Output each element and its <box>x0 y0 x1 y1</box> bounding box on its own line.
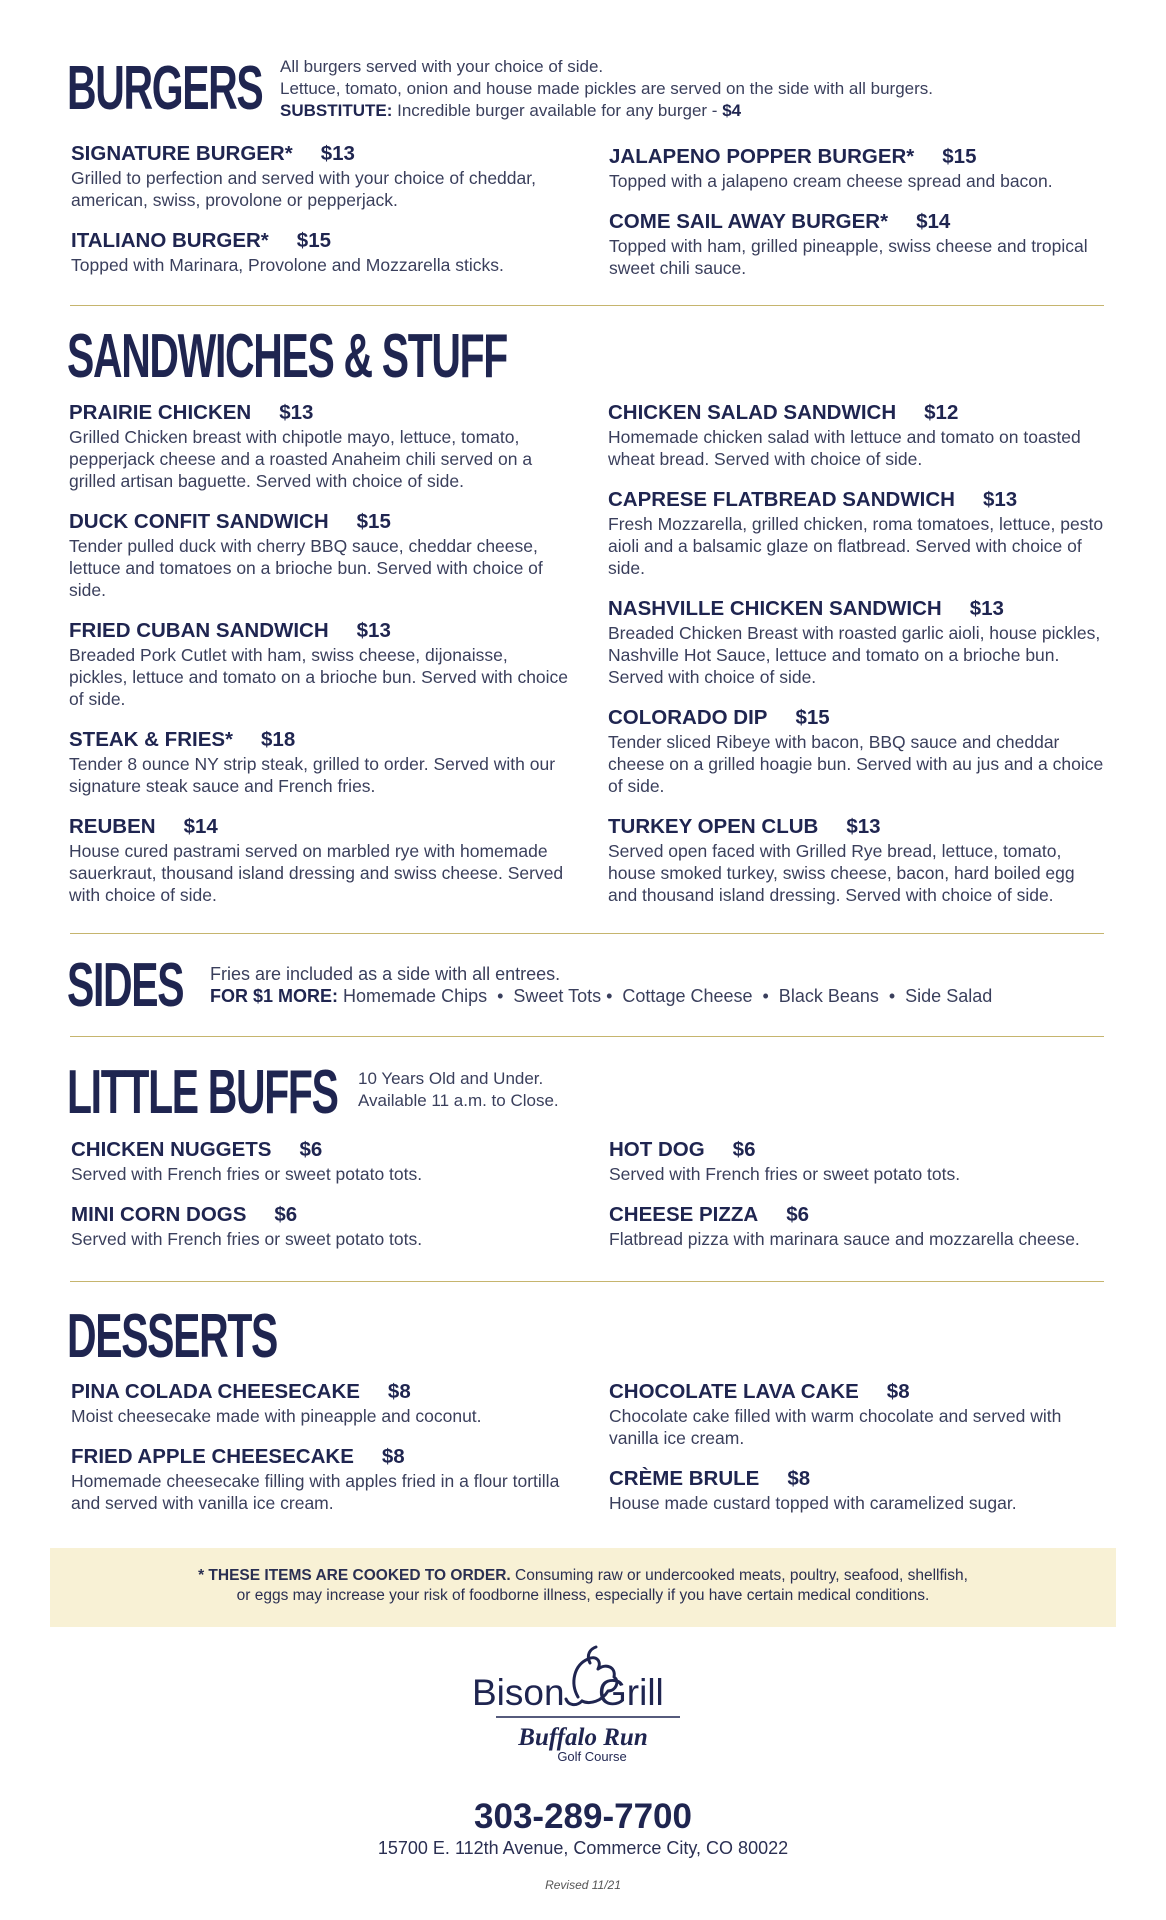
menu-item <box>71 1380 571 1427</box>
menu-item-price: $15 <box>356 510 391 533</box>
menu-item-description: Homemade cheesecake filling with apples fried in a flour tortilla and served with vanilla ice cream. <box>71 1471 560 1513</box>
little-buffs-intro-line2: Available 11 a.m. to Close. <box>358 1091 559 1110</box>
menu-item-name: REUBEN <box>69 815 156 838</box>
burgers-intro <box>280 56 1100 122</box>
sides-info <box>210 963 1090 1007</box>
menu-item-price: $13 <box>279 401 314 424</box>
menu-item-heading <box>609 1138 1109 1162</box>
menu-item-heading <box>608 815 1108 839</box>
menu-item <box>609 210 1109 279</box>
section-divider <box>70 1281 1104 1282</box>
menu-item-price: $13 <box>969 597 1004 620</box>
menu-item-heading <box>69 619 569 643</box>
menu-item-description: Served with French fries or sweet potato tots. <box>71 1164 423 1184</box>
burgers-title: BURGERS <box>67 54 263 123</box>
burgers-intro-line1: All burgers served with your choice of side. <box>280 57 604 76</box>
menu-item <box>71 1203 571 1250</box>
menu-item-name: CRÈME BRULE <box>609 1467 760 1490</box>
sides-line1: Fries are included as a side with all entrees. <box>210 964 561 984</box>
menu-item-price: $18 <box>261 728 296 751</box>
menu-item-price: $15 <box>795 706 830 729</box>
menu-item <box>71 142 571 211</box>
menu-item-price: $14 <box>916 210 951 233</box>
desserts-title: DESSERTS <box>67 1302 278 1371</box>
menu-item-description: Homemade chicken salad with lettuce and tomato on toasted wheat bread. Served with choice of side. <box>608 427 1081 469</box>
menu-item-description: Served with French fries or sweet potato tots. <box>71 1229 423 1249</box>
menu-item-name: FRIED CUBAN SANDWICH <box>69 619 329 642</box>
desserts-right-column <box>609 1380 1109 1532</box>
menu-item-description: House made custard topped with caramelized sugar. <box>609 1493 1017 1513</box>
menu-item-price: $8 <box>787 1467 811 1490</box>
logo-word-grill: Grill <box>598 1672 664 1713</box>
menu-item-name: CHICKEN NUGGETS <box>71 1138 272 1161</box>
menu-item-heading <box>609 145 1109 169</box>
menu-item-heading <box>71 1203 571 1227</box>
menu-item-heading <box>609 210 1109 234</box>
menu-item-heading <box>608 488 1108 512</box>
little-buffs-right-column <box>609 1138 1109 1268</box>
menu-item <box>609 145 1109 192</box>
menu-item-name: NASHVILLE CHICKEN SANDWICH <box>608 597 942 620</box>
menu-item <box>71 229 571 276</box>
sandwiches-right-column <box>608 401 1108 924</box>
little-buffs-title: LITTLE BUFFS <box>67 1058 338 1127</box>
substitute-text: Incredible burger available for any burger - <box>392 101 723 120</box>
menu-item <box>608 488 1108 579</box>
burgers-right-column <box>609 145 1109 297</box>
notice-line2: or eggs may increase your risk of foodborne illness, especially if you have certain medical conditions. <box>236 1587 930 1604</box>
food-safety-notice <box>50 1548 1116 1627</box>
menu-item-description: Tender 8 ounce NY strip steak, grilled to order. Served with our signature steak sauce and French fries. <box>69 754 556 796</box>
menu-item-price: $13 <box>982 488 1018 511</box>
burgers-substitute <box>280 100 1100 122</box>
menu-item-price: $12 <box>924 401 959 424</box>
menu-item-description: Fresh Mozzarella, grilled chicken, roma tomatoes, lettuce, pesto aioli and a balsamic glaze on flatbread. Served with choice of side. <box>608 514 1104 578</box>
notice-bold: * THESE ITEMS ARE COOKED TO ORDER. <box>198 1567 511 1584</box>
menu-item-description: Topped with a jalapeno cream cheese spread and bacon. <box>609 171 1053 191</box>
menu-item-heading <box>608 706 1108 730</box>
menu-item <box>69 510 569 601</box>
menu-item-price: $15 <box>942 145 977 168</box>
menu-item-heading <box>608 597 1108 621</box>
revised-date: Revised 11/21 <box>545 1878 621 1892</box>
sides-options: Homemade Chips • Sweet Tots • Cottage Cheese • Black Beans • Side Salad <box>343 986 993 1006</box>
menu-item-description: Grilled Chicken breast with chipotle mayo, lettuce, tomato, pepperjack cheese and a roasted Anaheim chili served on a grilled artisan baguette. Served with choice of side. <box>69 427 533 491</box>
little-buffs-left-column <box>71 1138 571 1268</box>
sides-more-label: FOR $1 MORE: <box>210 986 339 1006</box>
menu-item-price: $13 <box>846 815 881 838</box>
menu-item-heading <box>69 401 569 425</box>
menu-item-description: Chocolate cake filled with warm chocolate and served with vanilla ice cream. <box>609 1406 1062 1448</box>
little-buffs-intro <box>358 1068 758 1112</box>
menu-item-heading <box>69 510 569 534</box>
menu-item <box>609 1380 1109 1449</box>
address: 15700 E. 112th Avenue, Commerce City, CO 80022 <box>377 1838 789 1858</box>
section-divider <box>70 1036 1104 1037</box>
menu-item-heading <box>71 1138 571 1162</box>
logo-script: Buffalo Run <box>518 1724 648 1751</box>
sides-options-line <box>210 985 1090 1007</box>
burgers-left-column <box>71 142 571 294</box>
menu-item-heading <box>71 1380 571 1404</box>
menu-item-price: $8 <box>886 1380 910 1403</box>
menu-item-name: CHOCOLATE LAVA CAKE <box>609 1380 859 1403</box>
menu-item-heading <box>608 401 1108 425</box>
menu-item-name: COLORADO DIP <box>608 706 768 729</box>
menu-item-name: ITALIANO BURGER* <box>71 229 269 252</box>
menu-item-price: $6 <box>786 1203 810 1226</box>
menu-item <box>608 401 1108 470</box>
menu-item-name: PRAIRIE CHICKEN <box>69 401 252 424</box>
menu-item-price: $6 <box>274 1203 298 1226</box>
phone-number[interactable]: 303-289-7700 <box>474 1797 692 1836</box>
menu-item-price: $13 <box>320 142 355 165</box>
substitute-label: SUBSTITUTE: <box>280 101 393 120</box>
menu-item-heading <box>69 728 569 752</box>
menu-item-description: Flatbread pizza with marinara sauce and mozzarella cheese. <box>609 1229 1080 1249</box>
menu-item-price: $8 <box>387 1380 411 1403</box>
bison-grill-logo <box>470 1645 696 1775</box>
menu-item-description: Tender sliced Ribeye with bacon, BBQ sauce and cheddar cheese on a grilled hoagie bun. Served with au jus and a choice of side. <box>608 732 1104 796</box>
substitute-price: $4 <box>722 101 742 120</box>
menu-item-price: $6 <box>732 1138 756 1161</box>
menu-item-price: $15 <box>296 229 332 252</box>
logo-word-bison: Bison <box>472 1672 565 1713</box>
logo-subtitle: Golf Course <box>557 1749 627 1764</box>
menu-item-price: $14 <box>183 815 218 838</box>
menu-item <box>609 1138 1109 1185</box>
menu-item-heading <box>69 815 569 839</box>
section-divider <box>70 305 1104 306</box>
menu-item <box>69 815 569 906</box>
menu-item <box>608 706 1108 797</box>
menu-item <box>71 1138 571 1185</box>
menu-item <box>69 401 569 492</box>
menu-item-description: Breaded Pork Cutlet with ham, swiss cheese, dijonaisse, pickles, lettuce and tomato on a brioche bun. Served with choice of side. <box>69 645 569 709</box>
menu-item-description: Breaded Chicken Breast with roasted garlic aioli, house pickles, Nashville Hot Sauce, lettuce and tomato on a brioche bun. Served with choice of side. <box>608 623 1101 687</box>
menu-item <box>69 619 569 710</box>
menu-item-description: Topped with ham, grilled pineapple, swiss cheese and tropical sweet chili sauce. <box>609 236 1088 278</box>
sides-title: SIDES <box>67 951 184 1020</box>
section-divider <box>70 933 1104 934</box>
menu-item-heading <box>609 1467 1109 1491</box>
menu-item <box>69 728 569 797</box>
menu-item-description: Grilled to perfection and served with your choice of cheddar, american, swiss, provolone or pepperjack. <box>71 168 536 210</box>
menu-item <box>608 815 1108 906</box>
little-buffs-intro-line1: 10 Years Old and Under. <box>358 1069 544 1088</box>
menu-item-heading <box>71 1445 571 1469</box>
menu-item-price: $13 <box>356 619 391 642</box>
menu-item <box>609 1203 1109 1250</box>
menu-item-name: CAPRESE FLATBREAD SANDWICH <box>608 488 955 511</box>
menu-item-name: COME SAIL AWAY BURGER* <box>609 210 889 233</box>
menu-item-name: STEAK & FRIES* <box>69 728 234 751</box>
sandwiches-title: SANDWICHES & STUFF <box>67 322 507 391</box>
menu-item-name: FRIED APPLE CHEESECAKE <box>71 1445 354 1468</box>
menu-item-description: Topped with Marinara, Provolone and Mozzarella sticks. <box>71 255 504 275</box>
menu-item-name: SIGNATURE BURGER* <box>71 142 293 165</box>
burgers-intro-line2: Lettuce, tomato, onion and house made pickles are served on the side with all burgers. <box>280 79 933 98</box>
notice-line1 <box>50 1566 1116 1586</box>
menu-item-heading <box>71 229 571 253</box>
menu-item-name: JALAPENO POPPER BURGER* <box>609 145 915 168</box>
menu-item-heading <box>609 1380 1109 1404</box>
menu-item-name: TURKEY OPEN CLUB <box>608 815 819 838</box>
menu-item-heading <box>609 1203 1109 1227</box>
menu-item-description: Moist cheesecake made with pineapple and coconut. <box>71 1406 482 1426</box>
notice-text1: Consuming raw or undercooked meats, poultry, seafood, shellfish, <box>510 1567 968 1584</box>
desserts-left-column <box>71 1380 571 1532</box>
menu-item-description: House cured pastrami served on marbled rye with homemade sauerkraut, thousand island dressing and swiss cheese. Served with choice of side. <box>69 841 564 905</box>
menu-item-name: DUCK CONFIT SANDWICH <box>69 510 329 533</box>
menu-item-description: Served open faced with Grilled Rye bread, lettuce, tomato, house smoked turkey, swiss cheese, bacon, hard boiled egg and thousand island dressing. Served with choice of side. <box>608 841 1075 905</box>
menu-item-heading <box>71 142 571 166</box>
menu-item-name: PINA COLADA CHEESECAKE <box>71 1380 360 1403</box>
menu-item-name: CHICKEN SALAD SANDWICH <box>608 401 897 424</box>
menu-item-name: HOT DOG <box>609 1138 705 1161</box>
menu-item-price: $6 <box>299 1138 323 1161</box>
sandwiches-left-column <box>69 401 569 924</box>
menu-item-description: Tender pulled duck with cherry BBQ sauce, cheddar cheese, lettuce and tomatoes on a brioche bun. Served with choice of side. <box>69 536 543 600</box>
menu-item-description: Served with French fries or sweet potato tots. <box>609 1164 961 1184</box>
menu-item <box>608 597 1108 688</box>
menu-item-name: CHEESE PIZZA <box>609 1203 759 1226</box>
menu-item-name: MINI CORN DOGS <box>71 1203 247 1226</box>
menu-item <box>71 1445 571 1514</box>
menu-item-price: $8 <box>381 1445 405 1468</box>
menu-item <box>609 1467 1109 1514</box>
